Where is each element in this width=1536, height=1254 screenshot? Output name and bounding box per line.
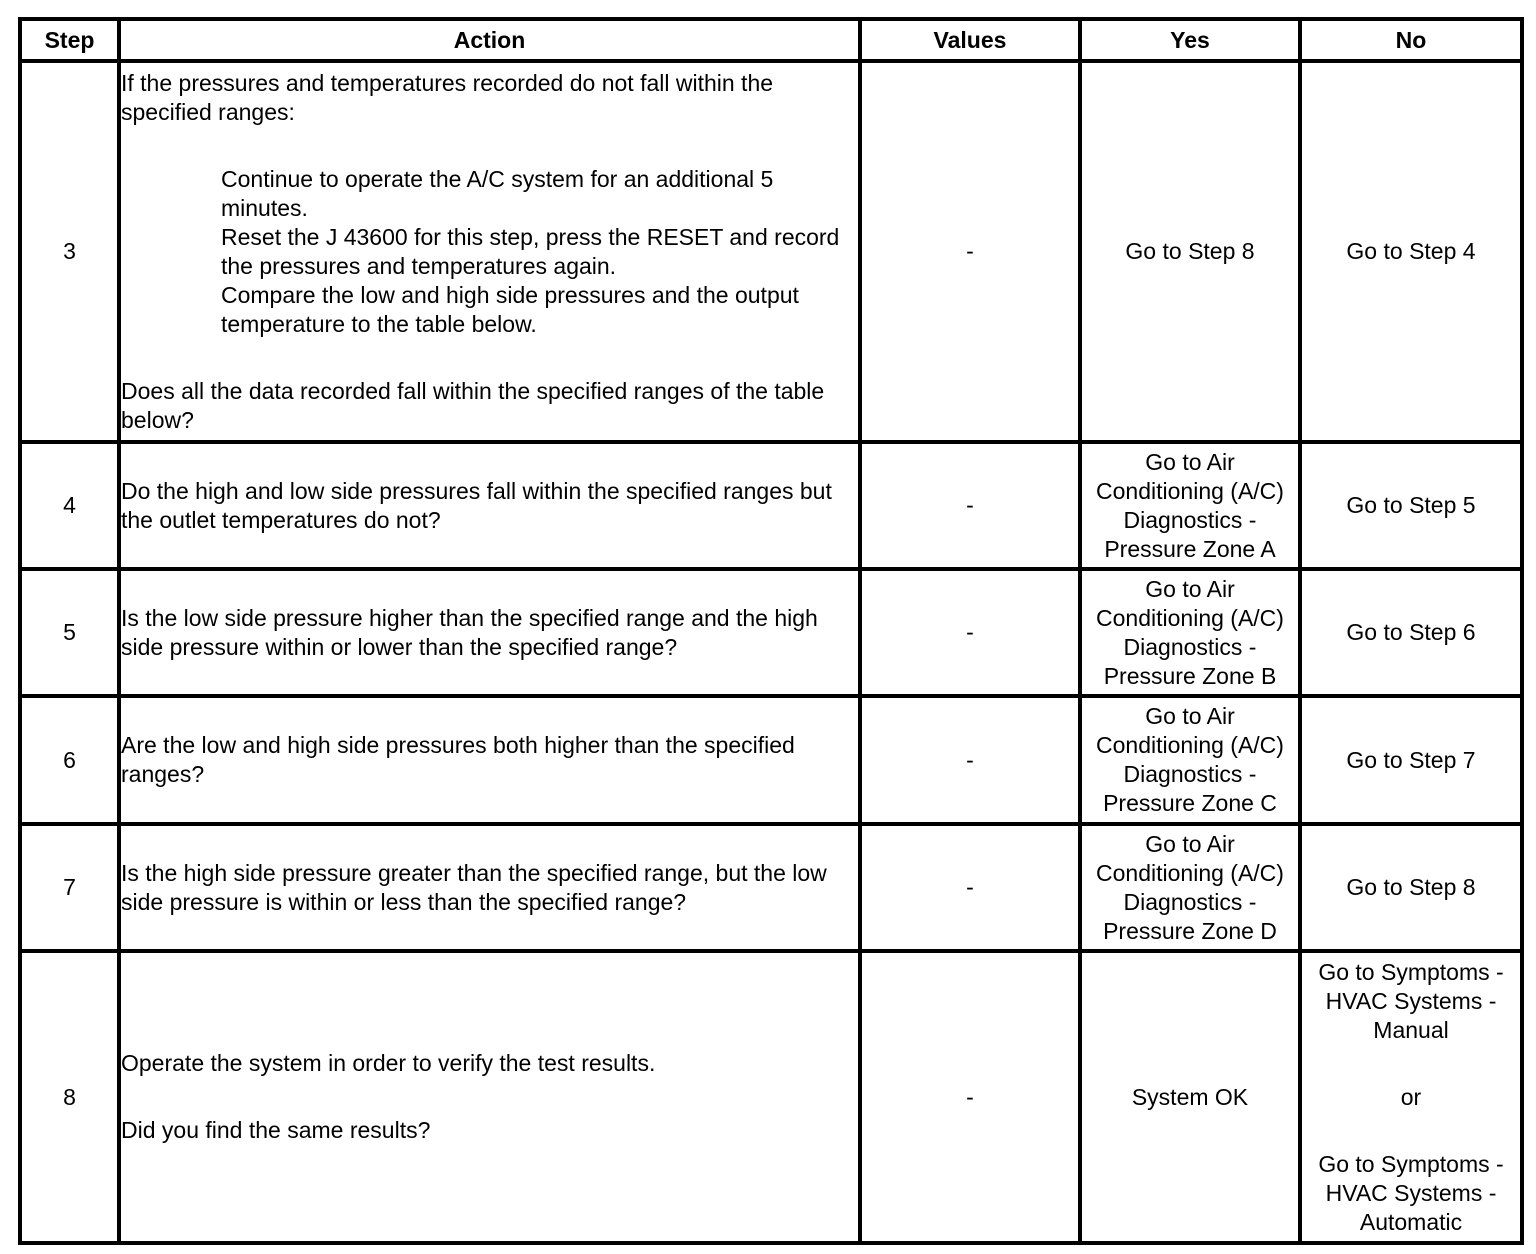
table-header-row <box>20 19 1522 61</box>
header-values: Values <box>860 19 1080 61</box>
action-cell: Is the low side pressure higher than the specified range and the high side pressure within or lower than the specified range? <box>119 569 860 696</box>
table-row <box>20 951 1522 1243</box>
values-cell: - <box>860 61 1080 442</box>
action-step-item: Continue to operate the A/C system for an additional 5 minutes. <box>221 165 774 221</box>
no-cell <box>1300 951 1522 1243</box>
diagnostic-table <box>18 17 1524 1245</box>
action-question: Does all the data recorded fall within the specified ranges of the table below? <box>121 377 825 433</box>
table-row <box>20 442 1522 569</box>
action-question: Did you find the same results? <box>121 1117 431 1143</box>
step-number: 5 <box>20 569 119 696</box>
action-intro: If the pressures and temperatures recorded do not fall within the specified ranges: <box>121 69 774 125</box>
action-intro: Operate the system in order to verify the test results. <box>121 1050 656 1076</box>
values-cell: - <box>860 696 1080 824</box>
yes-cell: Go to Air Conditioning (A/C) Diagnostics - Pressure Zone C <box>1080 696 1300 824</box>
no-cell: Go to Step 5 <box>1300 442 1522 569</box>
header-yes: Yes <box>1080 19 1300 61</box>
table-row <box>20 61 1522 442</box>
action-cell: Do the high and low side pressures fall within the specified ranges but the outlet temperatures do not? <box>119 442 860 569</box>
yes-cell: Go to Air Conditioning (A/C) Diagnostics - Pressure Zone A <box>1080 442 1300 569</box>
header-step: Step <box>20 19 119 61</box>
values-cell: - <box>860 442 1080 569</box>
step-number: 6 <box>20 696 119 824</box>
step-number: 3 <box>20 61 119 442</box>
header-action: Action <box>119 19 860 61</box>
values-cell: - <box>860 951 1080 1243</box>
no-option-automatic: Go to Symptoms - HVAC Systems - Automatic <box>1318 1150 1504 1235</box>
action-cell <box>119 951 860 1243</box>
action-cell <box>119 61 860 442</box>
yes-cell: System OK <box>1080 951 1300 1243</box>
yes-cell: Go to Air Conditioning (A/C) Diagnostics - Pressure Zone D <box>1080 824 1300 951</box>
step-number: 8 <box>20 951 119 1243</box>
yes-cell: Go to Air Conditioning (A/C) Diagnostics - Pressure Zone B <box>1080 569 1300 696</box>
no-option-manual: Go to Symptoms - HVAC Systems - Manual <box>1318 958 1504 1043</box>
yes-cell: Go to Step 8 <box>1080 61 1300 442</box>
no-option-or: or <box>1400 1083 1422 1110</box>
header-no: No <box>1300 19 1522 61</box>
values-cell: - <box>860 569 1080 696</box>
step-number: 7 <box>20 824 119 951</box>
step-number: 4 <box>20 442 119 569</box>
values-cell: - <box>860 824 1080 951</box>
no-cell: Go to Step 6 <box>1300 569 1522 696</box>
no-cell: Go to Step 4 <box>1300 61 1522 442</box>
table-row <box>20 824 1522 951</box>
action-cell: Is the high side pressure greater than the specified range, but the low side pressure is within or less than the specified range? <box>119 824 860 951</box>
no-cell: Go to Step 7 <box>1300 696 1522 824</box>
table-row <box>20 696 1522 824</box>
action-step-item: Compare the low and high side pressures and the output temperature to the table below. <box>221 281 799 337</box>
action-cell: Are the low and high side pressures both higher than the specified ranges? <box>119 696 860 824</box>
no-cell: Go to Step 8 <box>1300 824 1522 951</box>
action-steps <box>221 165 858 339</box>
action-step-item: Reset the J 43600 for this step, press the RESET and record the pressures and temperatures again. <box>221 223 840 279</box>
table-row <box>20 569 1522 696</box>
